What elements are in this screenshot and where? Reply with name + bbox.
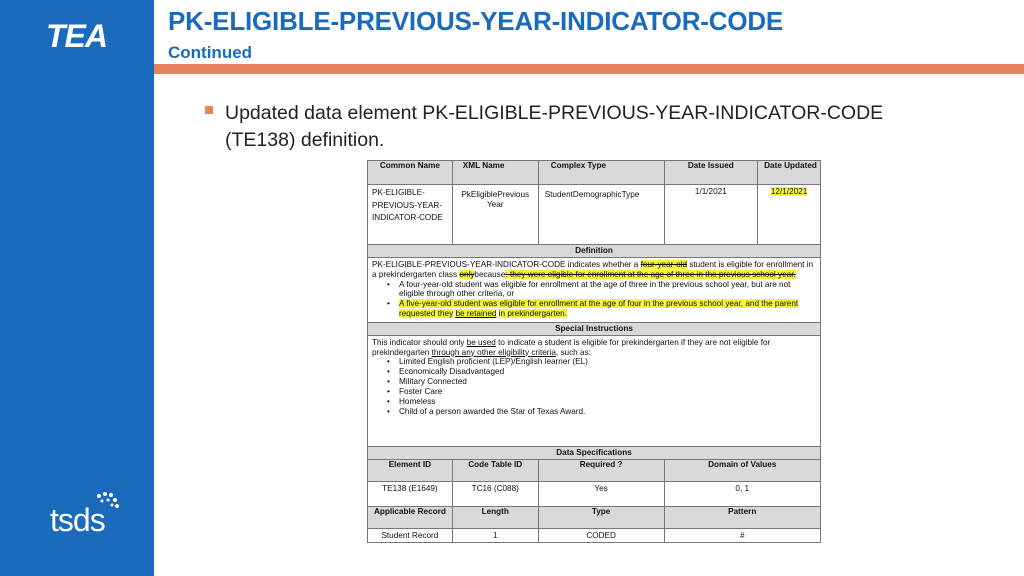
definition-list <box>372 280 816 319</box>
bullet-text: Updated data element PK-ELIGIBLE-PREVIOUS-YEAR-INDICATOR-CODE (TE138) definition. <box>225 102 884 151</box>
domain-of-values-value: 0, 1 <box>664 481 820 506</box>
pattern-value: # <box>664 528 820 543</box>
element-id-value: TE138 (E1649) <box>368 481 453 506</box>
applicable-record-value: Student Record <box>368 528 453 543</box>
header-pattern: Pattern <box>664 506 820 528</box>
header-accent-bar <box>154 64 1024 74</box>
common-name-value: PK-ELIGIBLE-PREVIOUS-YEAR-INDICATOR-CODE <box>368 185 453 245</box>
list-item: • Military Connected <box>372 377 816 387</box>
special-section-row <box>368 322 821 335</box>
list-item: • Homeless <box>372 397 816 407</box>
list-item: • Economically Disadvantaged <box>372 367 816 377</box>
page-title: PK-ELIGIBLE-PREVIOUS-YEAR-INDICATOR-CODE <box>168 6 784 36</box>
header-required: Required ? <box>538 459 664 481</box>
header-common-name: Common Name <box>368 161 453 185</box>
sidebar <box>0 0 154 576</box>
page-subtitle: Continued <box>168 43 253 62</box>
header-length: Length <box>452 506 538 528</box>
definition-text: PK-ELIGIBLE-PREVIOUS-YEAR-INDICATOR-CODE indicates whether a four-year-old student is eligible for enrollment in a prekindergarten class onlybecause: they were eligible for enrollment at the age of three in the previous school year. • A four-year-old student was eligible for enrollment at the age of three in the previous school year, but are not eligible through other criteria, or • A five-year-old student was eligible for enrollment at the age of four in the previous school year, and the parent requested they be retained in prekindergarten. <box>368 257 821 322</box>
xml-name-value: PkEligiblePrevious Year <box>452 185 538 245</box>
code-table-id-value: TC16 (C088) <box>452 481 538 506</box>
date-updated-value: 12/1/2021 <box>770 187 808 196</box>
header-complex-type: Complex Type <box>538 161 664 185</box>
list-item: • A four-year-old student was eligible for enrollment at the age of three in the previous school year, but are not eligible through other criteria, or <box>372 280 816 300</box>
tea-logo-graphic <box>44 18 132 52</box>
tsds-logo-text: tsds <box>50 502 105 536</box>
struck-text: four-year-old <box>640 259 688 269</box>
length-value: 1 <box>452 528 538 543</box>
header-code-table-id: Code Table ID <box>452 459 538 481</box>
list-item: • Foster Care <box>372 387 816 397</box>
table-header-row <box>368 161 821 185</box>
data-specifications-label: Data Specifications <box>368 446 821 459</box>
table-row <box>368 528 821 543</box>
tsds-logo <box>48 486 128 536</box>
eligibility-list <box>372 357 816 416</box>
header-domain-of-values: Domain of Values <box>664 459 820 481</box>
date-updated-cell <box>758 185 821 245</box>
spec-header-row <box>368 459 821 481</box>
tea-logo-text: TEA <box>46 18 107 52</box>
special-instructions-label: Special Instructions <box>368 322 821 335</box>
definition-label: Definition <box>368 245 821 258</box>
definition-row <box>368 257 821 322</box>
struck-text: : they were eligible for enrollment at the age of three in the previous school year. <box>505 269 796 279</box>
special-instructions-text: This indicator should only be used to indicate a student is eligible for prekindergarten if they are not eligible for prekindergarten through any other eligibility criteria, such as: • Limited English proficient (LEP)/English learner (EL) • Economically Disadvantaged • Military Connected • Foster Care • Homeless • Child of a person awarded the Star of Texas Award. <box>368 335 821 446</box>
definition-section-row <box>368 245 821 258</box>
tea-logo <box>44 18 132 52</box>
special-row <box>368 335 821 446</box>
square-bullet-icon <box>205 106 213 114</box>
data-spec-section-row <box>368 446 821 459</box>
spec-header-row <box>368 506 821 528</box>
list-item: • Limited English proficient (LEP)/English learner (EL) <box>372 357 816 367</box>
data-element-table <box>367 160 821 543</box>
header-date-updated: Date Updated <box>758 161 821 185</box>
table-row <box>368 185 821 245</box>
table-row <box>368 481 821 506</box>
required-value: Yes <box>538 481 664 506</box>
header-date-issued: Date Issued <box>664 161 758 185</box>
complex-type-value: StudentDemographicType <box>538 185 664 245</box>
list-item: • Child of a person awarded the Star of Texas Award. <box>372 407 816 417</box>
tsds-logo-graphic <box>48 486 128 536</box>
header-type: Type <box>538 506 664 528</box>
header-element-id: Element ID <box>368 459 453 481</box>
list-item: • A five-year-old student was eligible for enrollment at the age of four in the previous school year, and the parent requested they be retained in prekindergarten. <box>372 299 816 319</box>
type-value: CODED <box>538 528 664 543</box>
header-xml-name: XML Name <box>452 161 538 185</box>
date-issued-value: 1/1/2021 <box>664 185 758 245</box>
struck-text: only <box>459 269 475 279</box>
header-applicable-record: Applicable Record <box>368 506 453 528</box>
